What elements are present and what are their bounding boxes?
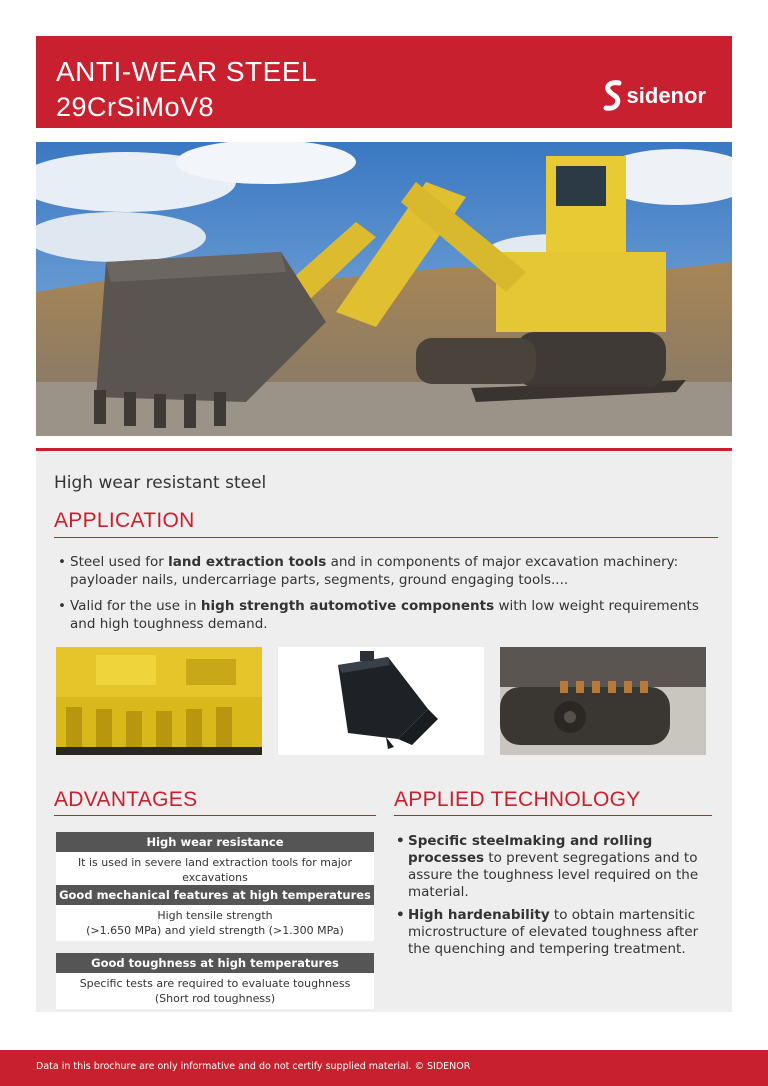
advantage-description: It is used in severe land extraction tools for major excavations <box>56 852 374 888</box>
application-list <box>58 553 718 641</box>
content-panel <box>36 448 732 1012</box>
application-item: • Steel used for land extraction tools and in components of major excavation machinery: payloader nails, undercarriage parts, segments, ground engaging tools.... <box>58 553 718 589</box>
footer-disclaimer: Data in this brochure are only informative and do not certify supplied material. © SIDENOR <box>36 1061 471 1072</box>
document-title: ANTI-WEAR STEEL <box>56 56 318 87</box>
technology-list <box>394 833 714 964</box>
sidenor-logo <box>603 80 706 112</box>
bucket-photo <box>278 647 484 755</box>
logo-wordmark: sidenor <box>626 83 706 108</box>
technology-item: • Specific steelmaking and rolling processes to prevent segregations and to assure the toughness level required on the material. <box>394 833 714 901</box>
technology-item: • High hardenability to obtain martensitic microstructure of elevated toughness after the quenching and tempering treatment. <box>394 907 714 958</box>
advantage-title: High wear resistance <box>56 832 374 852</box>
footer-bar <box>0 1050 768 1086</box>
application-rule <box>54 537 718 538</box>
track-closeup-photo <box>56 647 262 755</box>
undercarriage-photo <box>500 647 706 755</box>
advantage-card <box>56 953 374 1009</box>
excavator-photo <box>36 142 732 436</box>
advantage-description: High tensile strength (>1.650 MPa) and yield strength (>1.300 MPa) <box>56 905 374 941</box>
application-heading: APPLICATION <box>54 509 195 532</box>
advantage-card <box>56 885 374 941</box>
advantages-rule <box>54 815 376 816</box>
advantage-title: Good mechanical features at high temperatures <box>56 885 374 905</box>
technology-heading: APPLIED TECHNOLOGY <box>394 788 641 811</box>
subtitle: High wear resistant steel <box>54 473 267 493</box>
header-banner <box>36 36 732 128</box>
advantage-description: Specific tests are required to evaluate toughness (Short rod toughness) <box>56 973 374 1009</box>
sidenor-s-icon <box>603 80 623 112</box>
application-item: • Valid for the use in high strength automotive components with low weight requirements and high toughness demand. <box>58 597 718 633</box>
steel-grade: 29CrSiMoV8 <box>56 92 215 122</box>
technology-rule <box>394 815 712 816</box>
advantage-card <box>56 832 374 888</box>
advantages-heading: ADVANTAGES <box>54 788 198 811</box>
advantage-title: Good toughness at high temperatures <box>56 953 374 973</box>
